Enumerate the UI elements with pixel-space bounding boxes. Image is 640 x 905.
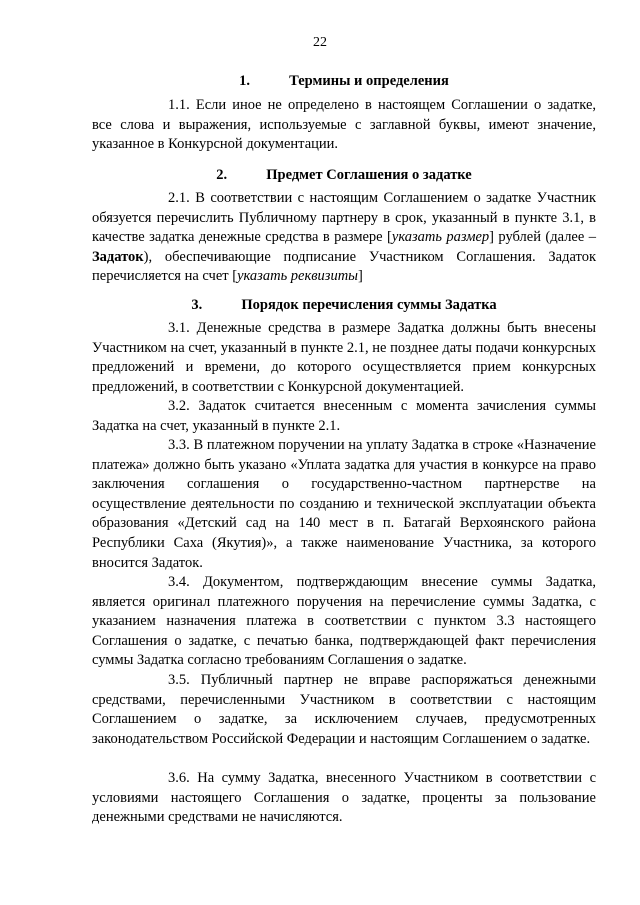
paragraph-text: ), обеспечивающие подписание Участником Соглашения. Задаток перечисляется на счет [: [92, 248, 596, 285]
paragraph-number: 3.5.: [168, 672, 190, 688]
paragraph-number: 3.6.: [168, 770, 190, 786]
paragraph-number: 3.2.: [168, 398, 190, 414]
section-2-heading: [92, 166, 596, 184]
paragraph-text: Если иное не определено в настоящем Соглашении о задатке, все слова и выражения, используемые с заглавной буквы, имеют значение, указанное в Конкурсной документации.: [92, 97, 597, 153]
section-number: 2.: [216, 167, 228, 183]
paragraph-text: Денежные средства в размере Задатка должны быть внесены Участником на счет, указанный в пункте 2.1, не позднее даты подачи конкурсных предложений и времени, до которого осуществляется прием конкурсных предложений, в соответствии с Конкурсной документацией.: [92, 320, 596, 395]
paragraph-3-4: [92, 573, 596, 671]
paragraph-1-1: [92, 96, 596, 155]
paragraph-3-5: [92, 671, 596, 749]
section-number: 3.: [191, 297, 203, 313]
section-number: 1.: [239, 73, 250, 89]
paragraph-text: Документом, подтверждающим внесение суммы Задатка, является оригинал платежного поручения на перечисление суммы Задатка, с указанием назначения платежа в соответствии с пунктом 3.3 настоящего Соглашения о задатке, с печатью банка, подтверждающей факт перечисления суммы Задатка согласно требованиям Соглашения о задатке.: [92, 574, 597, 669]
paragraph-text: В платежном поручении на уплату Задатка в строке «Назначение платежа» должно быть указано «Уплата задатка для участия в конкурсе на право заключения соглашения о государственно-частном партнерстве на осуществление деятельности по созданию и технической эксплуатации объекта образования «Детский сад на 140 мест в п. Батагай Верхоянского района Республики Саха (Якутия)», а также наименование Участника, за которого вносится Задаток.: [92, 437, 596, 571]
page-number: 22: [313, 35, 327, 50]
paragraph-3-2: [92, 397, 596, 436]
paragraph-3-3: [92, 436, 596, 573]
paragraph-text: Публичный партнер не вправе распоряжаться денежными средствами, перечисленными Участником в соответствии с настоящим Соглашением о задатке, за исключением случаев, предусмотренных законодательством Российской Федерации и настоящим Соглашением о задатке.: [92, 672, 597, 747]
placeholder-amount: указать размер: [391, 229, 490, 246]
paragraph-number: 2.1.: [168, 190, 190, 206]
paragraph-text: Задаток считается внесенным с момента зачисления суммы Задатка на счет, указанный в пункте 2.1.: [92, 398, 597, 434]
paragraph-number: 1.1.: [168, 97, 190, 113]
placeholder-details: указать реквизиты: [237, 268, 358, 285]
paragraph-text: На сумму Задатка, внесенного Участником в соответствии с условиями настоящего Соглашения о задатке, проценты за пользование денежными средствами не начисляются.: [92, 770, 597, 826]
section-title: Предмет Соглашения о задатке: [266, 167, 472, 183]
paragraph-text: ]: [358, 268, 363, 285]
paragraph-text: ] рублей (далее –: [489, 229, 596, 246]
section-1-heading: [92, 72, 596, 90]
paragraph-number: 3.4.: [168, 574, 190, 590]
section-title: Термины и определения: [289, 73, 449, 89]
defined-term: Задаток: [92, 248, 144, 265]
paragraph-number: 3.3.: [168, 437, 190, 453]
section-title: Порядок перечисления суммы Задатка: [241, 297, 497, 313]
paragraph-3-6: [92, 769, 596, 828]
paragraph-3-1: [92, 319, 596, 397]
paragraph-number: 3.1.: [168, 320, 190, 336]
paragraph-text: В соответствии с настоящим Соглашением о задатке Участник обязуется перечислить Публичному партнеру в срок, указанный в пункте 3.1, в качестве задатка денежные средства в размере [: [92, 190, 597, 246]
section-3-heading: [92, 296, 596, 314]
paragraph-2-1: [92, 189, 596, 287]
